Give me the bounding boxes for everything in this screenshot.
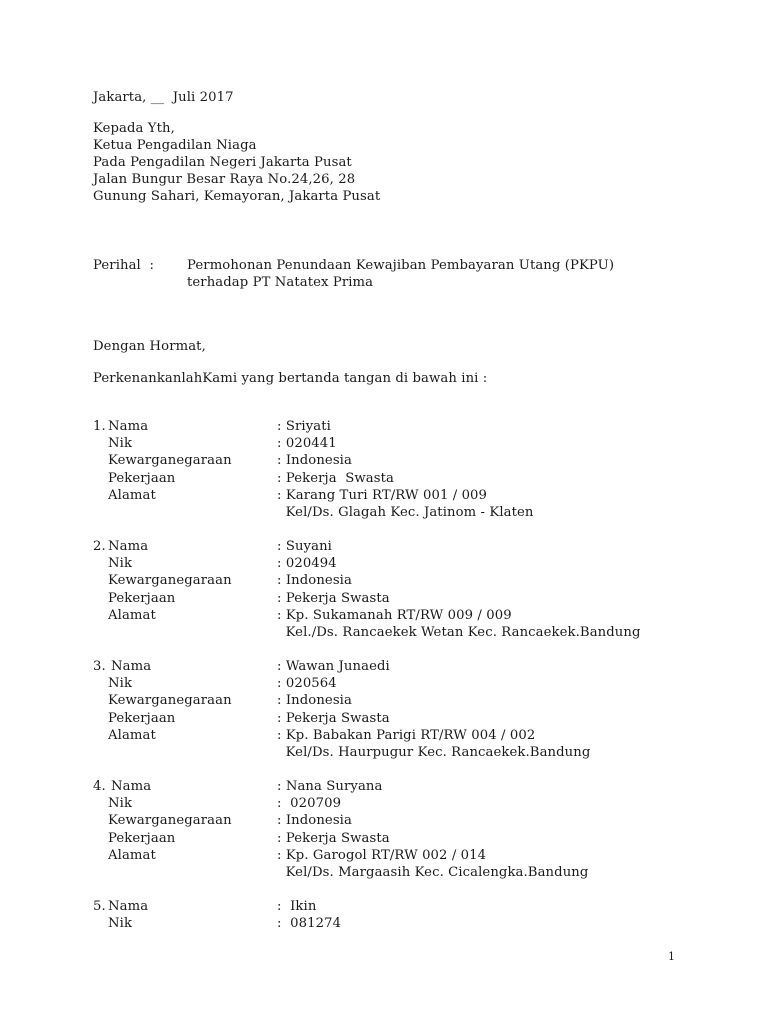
subject-label: Perihal : xyxy=(93,258,155,273)
salutation: Dengan Hormat, xyxy=(93,339,206,354)
field-label: Nama xyxy=(108,419,149,434)
field-value: : Kp. Sukamanah RT/RW 009 / 009 xyxy=(277,608,512,623)
field-value: : Sriyati xyxy=(277,419,331,434)
recipient-line: Ketua Pengadilan Niaga xyxy=(93,138,257,153)
address-continuation: Kel/Ds. Glagah Kec. Jatinom - Klaten xyxy=(277,505,534,520)
page-number: 1 xyxy=(668,950,675,963)
field-label: Kewarganegaraan xyxy=(108,573,232,588)
field-label: Nama xyxy=(111,779,152,794)
field-value: : Ikin xyxy=(277,899,317,914)
field-label: Kewarganegaraan xyxy=(108,453,232,468)
address-continuation: Kel/Ds. Margaasih Kec. Cicalengka.Bandung xyxy=(277,865,589,880)
person-number: 4. xyxy=(93,779,111,794)
field-label: Nama xyxy=(111,659,152,674)
address-continuation: Kel./Ds. Rancaekek Wetan Kec. Rancaekek.Bandung xyxy=(277,625,641,640)
person-number: 3. xyxy=(93,659,111,674)
person-number: 5. xyxy=(93,899,106,914)
subject-line: terhadap PT Natatex Prima xyxy=(187,275,374,290)
field-label: Pekerjaan xyxy=(108,831,176,846)
field-value: : Pekerja Swasta xyxy=(277,591,390,606)
field-value: : Indonesia xyxy=(277,813,352,828)
field-label: Kewarganegaraan xyxy=(108,693,232,708)
field-label: Nik xyxy=(108,916,133,931)
person-number: 2. xyxy=(93,539,106,554)
field-value: : Kp. Babakan Parigi RT/RW 004 / 002 xyxy=(277,728,536,743)
field-value: : Pekerja Swasta xyxy=(277,831,390,846)
field-value: : 081274 xyxy=(277,916,342,931)
field-value: : Karang Turi RT/RW 001 / 009 xyxy=(277,488,488,503)
field-label: Nik xyxy=(108,556,133,571)
recipient-line: Kepada Yth, xyxy=(93,121,175,136)
field-label: Alamat xyxy=(108,608,156,623)
field-value: : Wawan Junaedi xyxy=(277,659,390,674)
address-continuation: Kel/Ds. Haurpugur Kec. Rancaekek.Bandung xyxy=(277,745,591,760)
field-label: Nik xyxy=(108,796,133,811)
field-value: : Indonesia xyxy=(277,693,352,708)
field-label: Nik xyxy=(108,436,133,451)
field-value: : Suyani xyxy=(277,539,332,554)
field-label: Alamat xyxy=(108,728,156,743)
person-number: 1. xyxy=(93,419,106,434)
field-label: Pekerjaan xyxy=(108,711,176,726)
field-label: Nama xyxy=(108,539,149,554)
recipient-line: Gunung Sahari, Kemayoran, Jakarta Pusat xyxy=(93,189,381,204)
field-value: : Pekerja Swasta xyxy=(277,711,390,726)
field-value: : Pekerja Swasta xyxy=(277,471,394,486)
field-label: Alamat xyxy=(108,848,156,863)
field-value: : 020441 xyxy=(277,436,337,451)
field-label: Kewarganegaraan xyxy=(108,813,232,828)
field-label: Pekerjaan xyxy=(108,591,176,606)
field-label: Nik xyxy=(108,676,133,691)
recipient-line: Jalan Bungur Besar Raya No.24,26, 28 xyxy=(93,172,356,187)
field-value: : Nana Suryana xyxy=(277,779,383,794)
field-label: Pekerjaan xyxy=(108,471,176,486)
intro-text: PerkenankanlahKami yang bertanda tangan di bawah ini : xyxy=(93,371,488,386)
recipient-line: Pada Pengadilan Negeri Jakarta Pusat xyxy=(93,155,352,170)
field-label: Alamat xyxy=(108,488,156,503)
field-value: : Kp. Garogol RT/RW 002 / 014 xyxy=(277,848,487,863)
field-value: : Indonesia xyxy=(277,453,352,468)
field-value: : Indonesia xyxy=(277,573,352,588)
date-line: Jakarta, __ Juli 2017 xyxy=(93,90,234,105)
field-value: : 020494 xyxy=(277,556,337,571)
field-label: Nama xyxy=(108,899,149,914)
subject-line: Permohonan Penundaan Kewajiban Pembayaran Utang (PKPU) xyxy=(187,258,615,273)
field-value: : 020564 xyxy=(277,676,337,691)
field-value: : 020709 xyxy=(277,796,342,811)
